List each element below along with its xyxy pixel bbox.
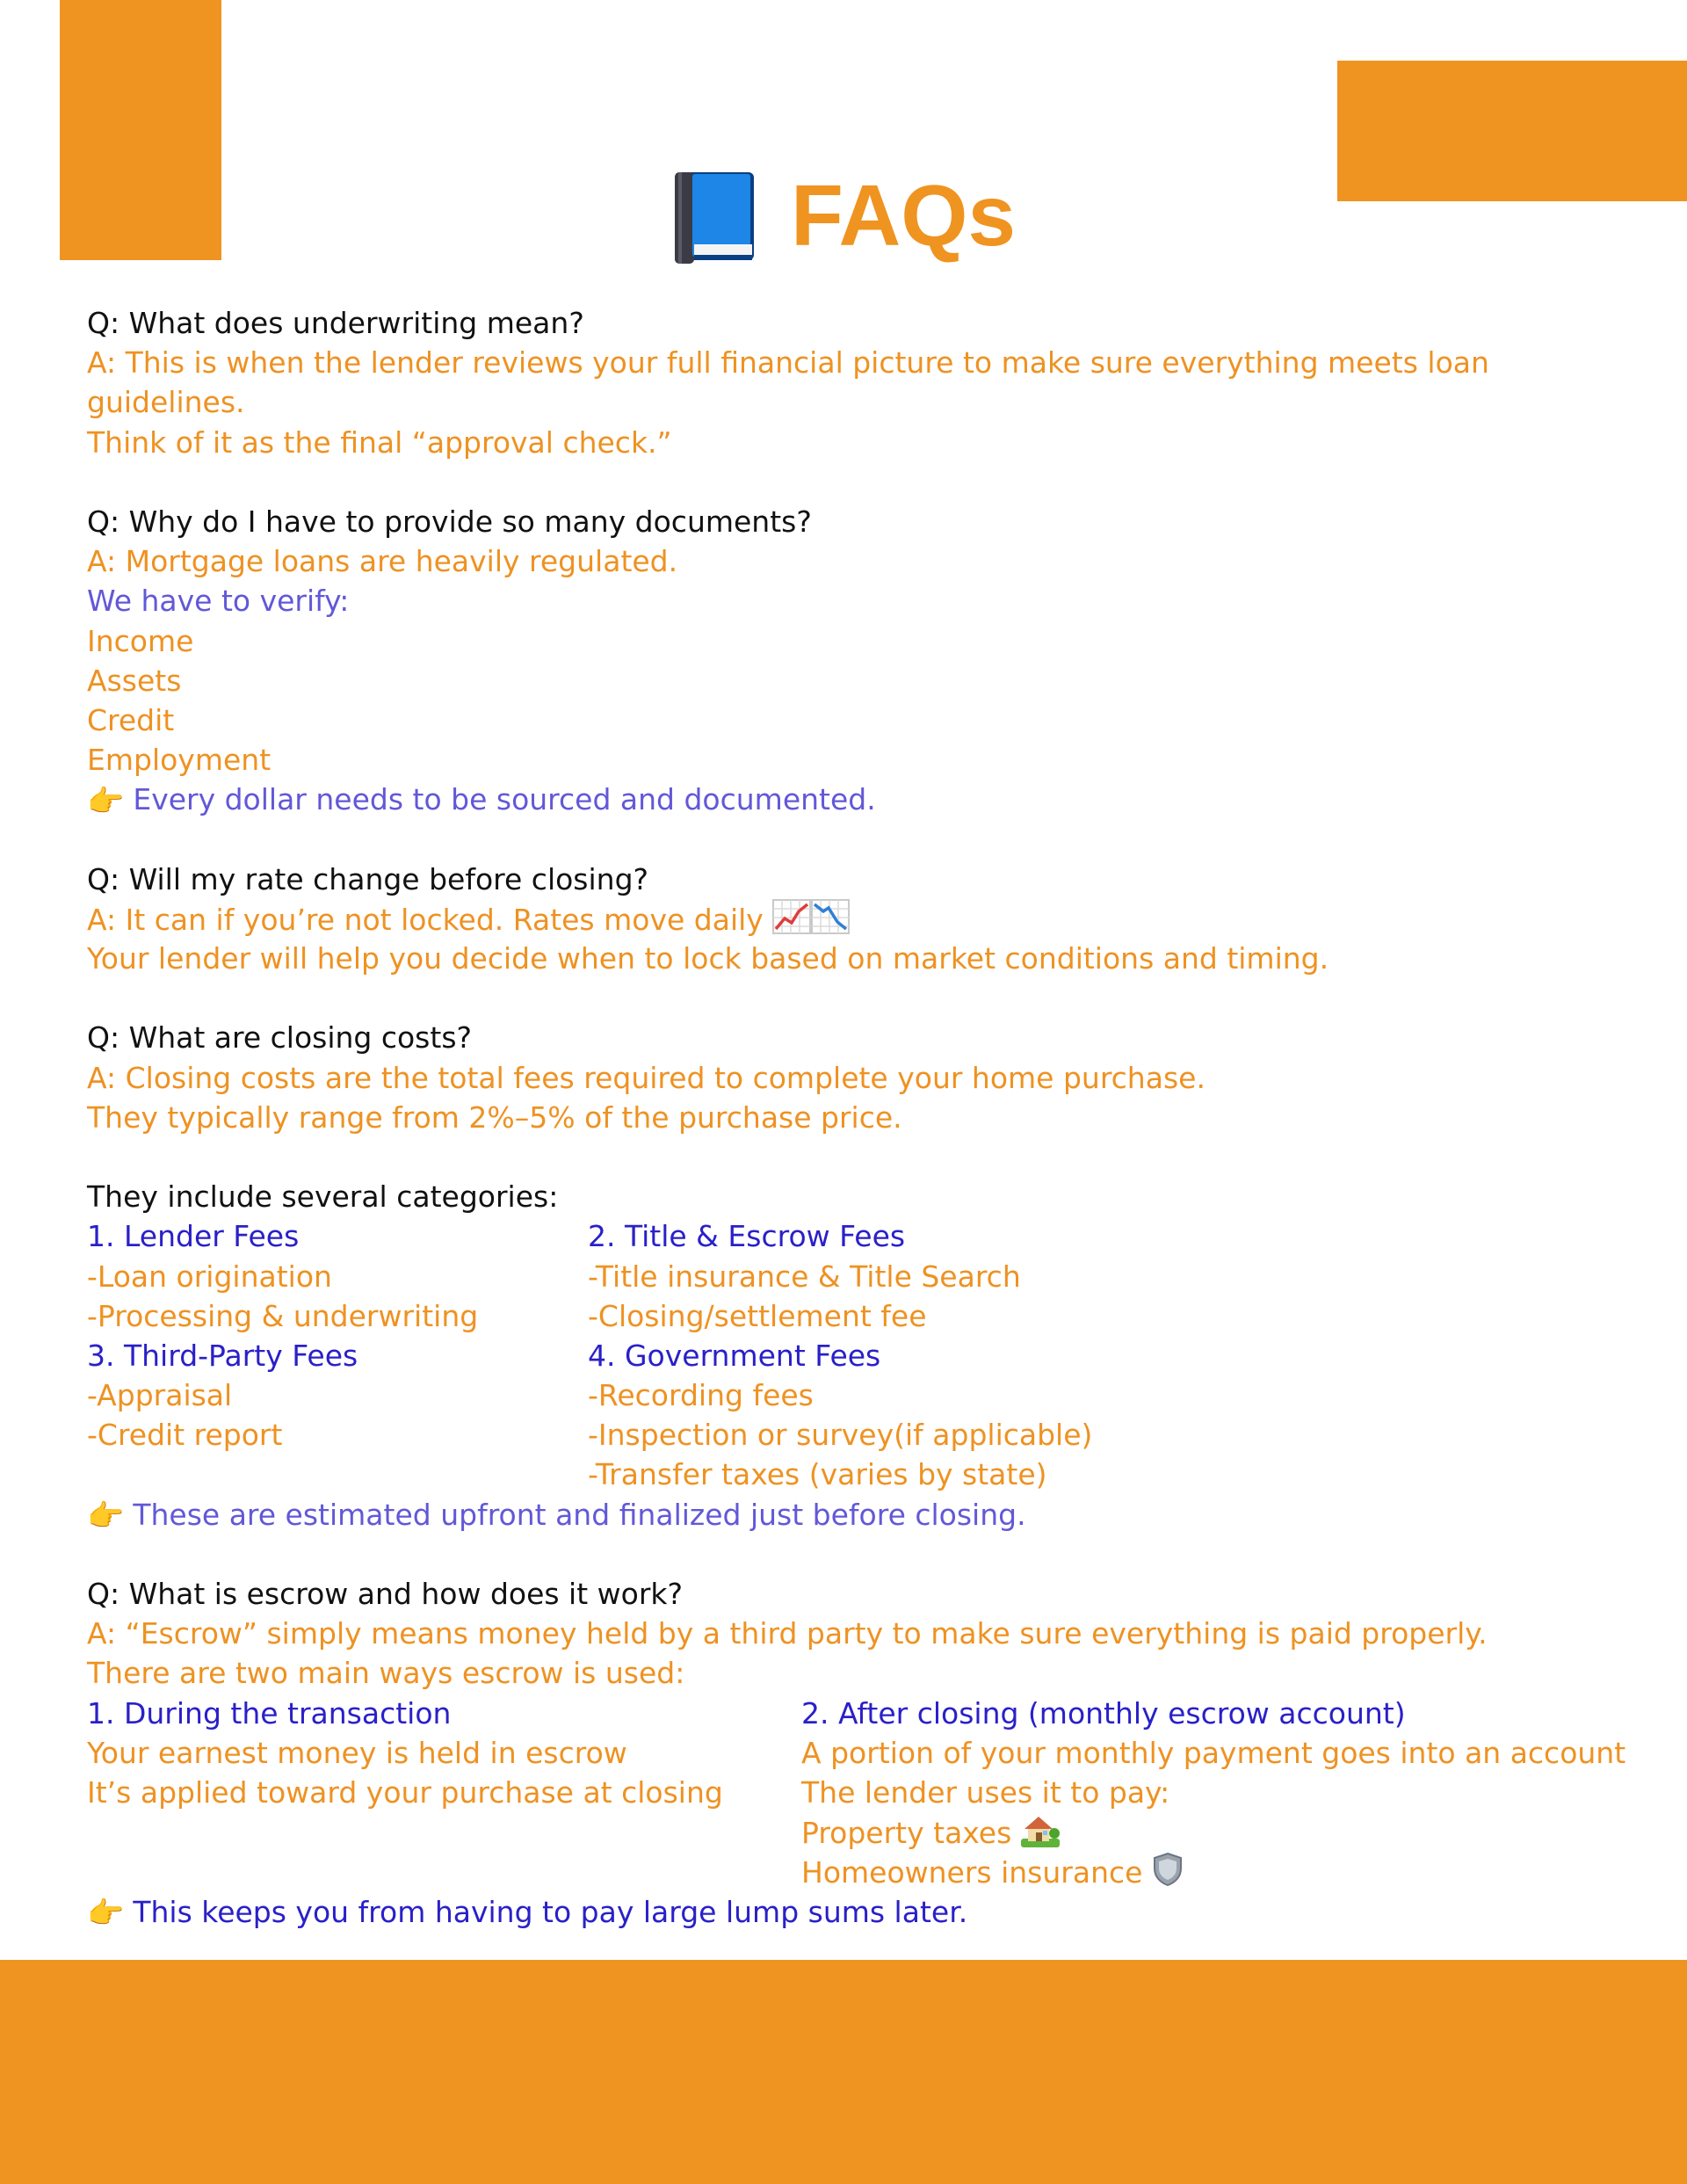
fee-category-heading: 3. Third-Party Fees bbox=[87, 1338, 358, 1373]
escrow-use-text: Homeowners insurance bbox=[801, 1855, 1143, 1890]
faq-note-text: Every dollar needs to be sourced and documented. bbox=[133, 782, 876, 817]
faq-note bbox=[87, 1892, 1669, 1932]
fee-item: -Inspection or survey(if applicable) bbox=[588, 1418, 1093, 1453]
verify-item: Employment bbox=[87, 743, 272, 778]
verify-item: Credit bbox=[87, 702, 175, 737]
faq-answer: guidelines. bbox=[87, 385, 245, 420]
escrow-use-line bbox=[801, 1852, 1625, 1891]
escrow-uses bbox=[87, 1694, 1669, 1892]
escrow-use-line bbox=[801, 1812, 1625, 1852]
faq-note-text: This keeps you from having to pay large lump sums later. bbox=[133, 1894, 968, 1929]
escrow-use-heading: 1. During the transaction bbox=[87, 1695, 452, 1731]
page-title: FAQs bbox=[791, 167, 1016, 264]
fee-item: -Appraisal bbox=[87, 1378, 233, 1413]
fee-item: -Recording fees bbox=[588, 1378, 814, 1413]
faq-question: Q: Will my rate change before closing? bbox=[87, 861, 649, 896]
blue-book-icon bbox=[671, 169, 759, 265]
faq-answer-text: A: It can if you’re not locked. Rates move daily bbox=[87, 902, 764, 937]
faq-question: Q: What is escrow and how does it work? bbox=[87, 1577, 684, 1611]
page-title-row bbox=[0, 158, 1687, 272]
fee-item: -Credit report bbox=[87, 1418, 283, 1453]
fee-category-heading: 2. Title & Escrow Fees bbox=[588, 1219, 906, 1254]
faq-question: Q: What are closing costs? bbox=[87, 1020, 473, 1056]
pointing-hand-icon: 👉 bbox=[87, 1498, 125, 1535]
faq-answer: Your lender will help you decide when to lock based on market conditions and timing. bbox=[87, 941, 1329, 976]
chart-increasing-icon bbox=[772, 899, 811, 944]
faq-answer: There are two main ways escrow is used: bbox=[87, 1656, 685, 1691]
faq-note bbox=[87, 1495, 1669, 1535]
escrow-use-line: Your earnest money is held in escrow bbox=[87, 1735, 627, 1770]
faq-answer: A: “Escrow” simply means money held by a third party to make sure everything is paid properly. bbox=[87, 1616, 1488, 1651]
fee-item: -Transfer taxes (varies by state) bbox=[588, 1457, 1047, 1492]
footer-orange-band bbox=[0, 1960, 1687, 2184]
fee-category-heading: 1. Lender Fees bbox=[87, 1219, 300, 1254]
verify-item: Assets bbox=[87, 663, 182, 698]
faq-note-text: These are estimated upfront and finalized just before closing. bbox=[133, 1497, 1026, 1532]
faq-answer: Think of it as the final “approval check.” bbox=[87, 424, 672, 460]
faq-question: Q: Why do I have to provide so many documents? bbox=[87, 504, 812, 539]
faq-answer: A: This is when the lender reviews your full financial picture to make sure everything meets loan bbox=[87, 345, 1489, 381]
faq-content bbox=[87, 303, 1669, 1932]
faq-answer bbox=[87, 899, 1669, 939]
fee-item: -Title insurance & Title Search bbox=[588, 1259, 1021, 1294]
fee-item: -Loan origination bbox=[87, 1259, 332, 1294]
escrow-use-line: The lender uses it to pay: bbox=[801, 1774, 1170, 1810]
categories-intro: They include several categories: bbox=[87, 1179, 559, 1215]
faq-question: Q: What does underwriting mean? bbox=[87, 306, 584, 340]
chart-decreasing-icon bbox=[811, 899, 850, 944]
house-with-garden-icon bbox=[1021, 1812, 1060, 1857]
escrow-use-text: Property taxes bbox=[801, 1816, 1012, 1851]
verify-item: Income bbox=[87, 623, 194, 658]
fee-category-heading: 4. Government Fees bbox=[588, 1338, 881, 1373]
escrow-use-line: It’s applied toward your purchase at closing bbox=[87, 1774, 723, 1810]
fee-item: -Closing/settlement fee bbox=[588, 1298, 927, 1333]
escrow-use-line: A portion of your monthly payment goes into an account bbox=[801, 1735, 1626, 1770]
escrow-use-heading: 2. After closing (monthly escrow account) bbox=[801, 1695, 1406, 1731]
faq-answer: A: Closing costs are the total fees required to complete your home purchase. bbox=[87, 1060, 1206, 1095]
faq-note bbox=[87, 780, 1669, 819]
fee-item: -Processing & underwriting bbox=[87, 1298, 479, 1333]
shield-icon bbox=[1152, 1852, 1184, 1897]
faq-answer: A: Mortgage loans are heavily regulated. bbox=[87, 544, 678, 579]
faq-answer: They typically range from 2%–5% of the purchase price. bbox=[87, 1099, 902, 1135]
pointing-hand-icon: 👉 bbox=[87, 783, 125, 819]
pointing-hand-icon: 👉 bbox=[87, 1896, 125, 1931]
verify-heading: We have to verify: bbox=[87, 584, 350, 619]
fee-categories bbox=[87, 1216, 1669, 1494]
